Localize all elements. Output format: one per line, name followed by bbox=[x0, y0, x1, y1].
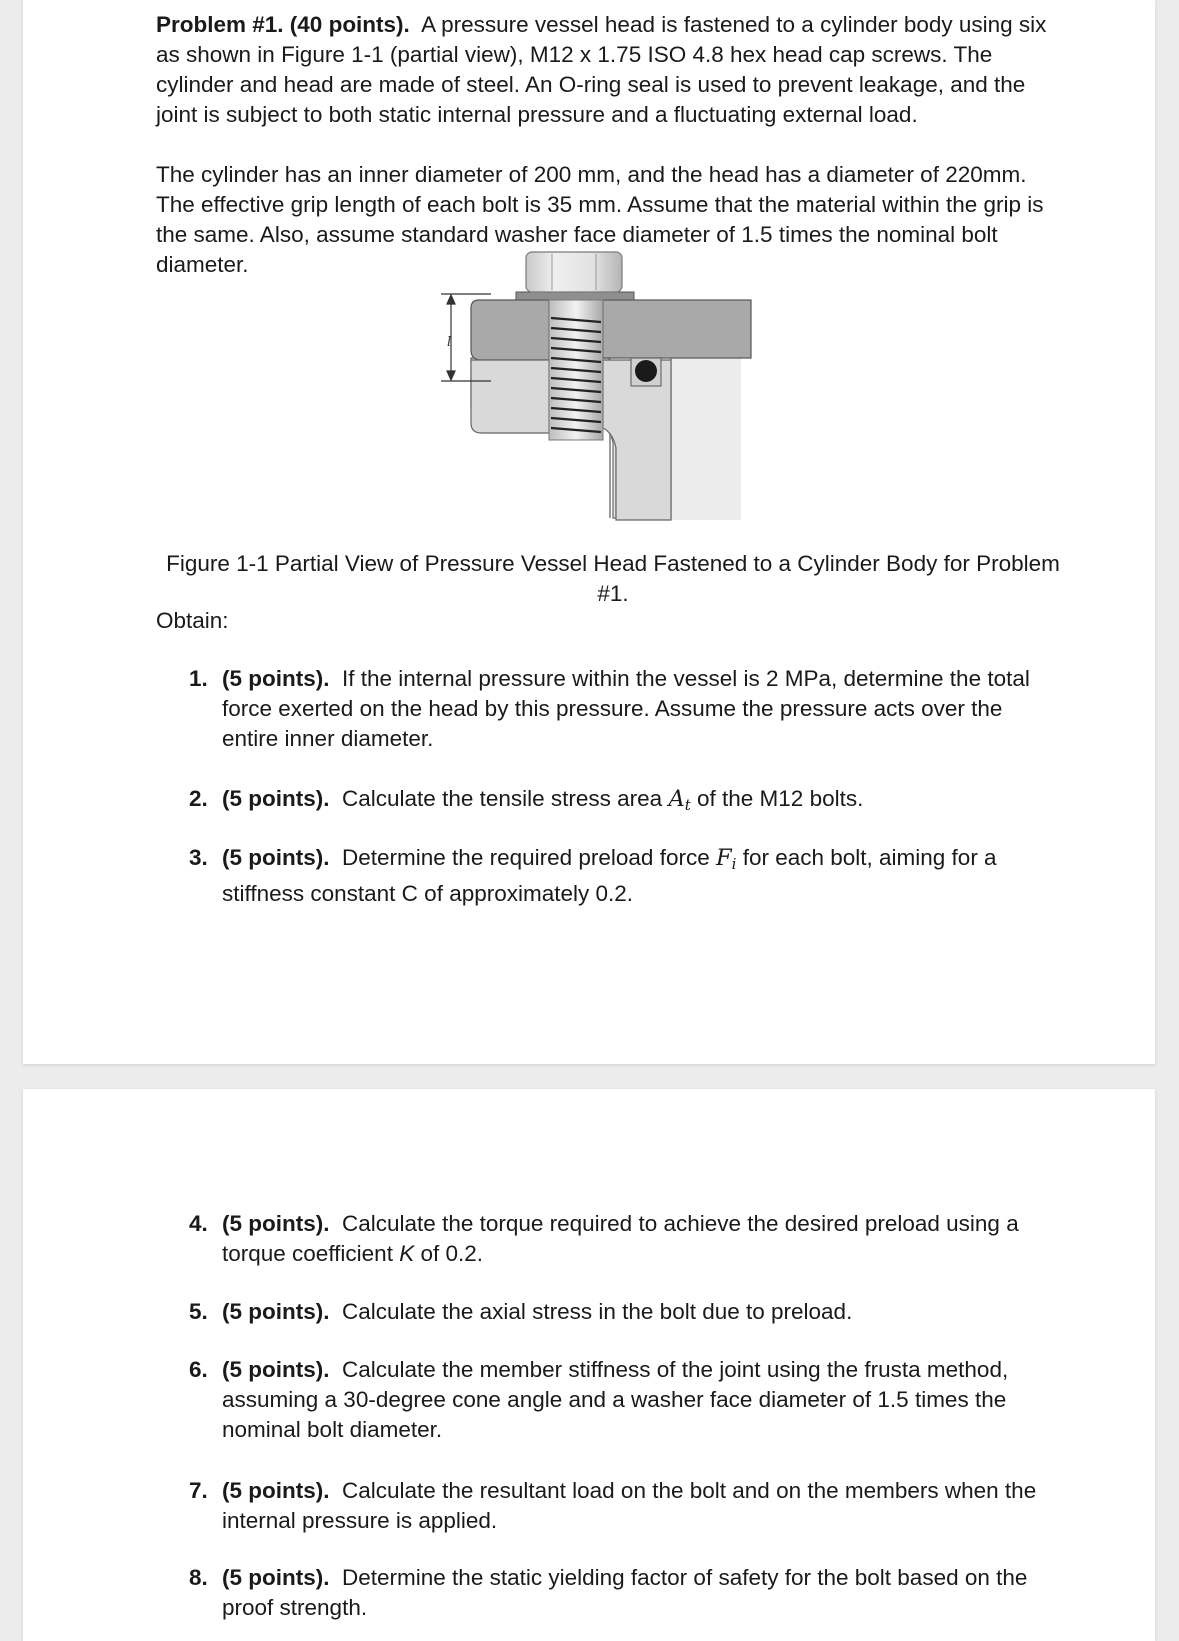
document-page-2 bbox=[23, 1089, 1155, 1641]
item-text-end: of 0.2. bbox=[420, 1241, 484, 1266]
item-points: (5 points). bbox=[222, 786, 330, 811]
item-text-end: for each bolt, aiming for a stiffness constant C of approximately 0.2. bbox=[222, 845, 997, 906]
head-flange-right bbox=[603, 300, 751, 358]
item-number: 5. bbox=[189, 1299, 208, 1324]
bolt-head bbox=[526, 252, 622, 292]
item-points: (5 points). bbox=[222, 1299, 330, 1324]
question-item-3 bbox=[189, 843, 1069, 906]
question-item-8 bbox=[189, 1563, 1069, 1623]
math-subscript: t bbox=[684, 796, 691, 814]
math-symbol: A bbox=[668, 786, 685, 812]
math-symbol: K bbox=[399, 1241, 415, 1266]
item-points: (5 points). bbox=[222, 1211, 330, 1236]
pressure-vessel-figure bbox=[441, 248, 761, 548]
item-points: (5 points). bbox=[222, 666, 330, 691]
math-subscript: i bbox=[731, 855, 737, 873]
item-points: (5 points). bbox=[222, 1478, 330, 1503]
question-item-6 bbox=[189, 1355, 1069, 1445]
item-number: 6. bbox=[189, 1357, 208, 1382]
question-item-7 bbox=[189, 1476, 1069, 1536]
washer bbox=[516, 292, 634, 300]
intro-paragraph: A pressure vessel head is fastened to a cylinder body using six as shown in Figure 1-1 (partial view), M12 x 1.75 ISO 4.8 hex head cap screws. The cylinder and head are made of steel. An O-ring seal is used to prevent leakage, and the joint is subject to both static internal pressure and a fluctuating external load. bbox=[156, 12, 1047, 127]
question-item-5 bbox=[189, 1297, 1069, 1327]
question-item-2 bbox=[189, 784, 1069, 814]
vessel-interior bbox=[671, 358, 741, 520]
item-text: Determine the required preload force bbox=[342, 845, 710, 870]
item-number: 7. bbox=[189, 1478, 208, 1503]
o-ring bbox=[635, 360, 657, 382]
head-flange-left bbox=[471, 300, 549, 360]
item-text-end: of the M12 bolts. bbox=[697, 786, 864, 811]
item-number: 8. bbox=[189, 1565, 208, 1590]
cylinder-flange bbox=[471, 360, 549, 433]
item-number: 3. bbox=[189, 845, 208, 870]
item-text: Calculate the tensile stress area bbox=[342, 786, 663, 811]
grip-length-label: l bbox=[447, 335, 452, 350]
item-points: (5 points). bbox=[222, 1357, 330, 1382]
second-paragraph-text: The cylinder has an inner diameter of 200 mm, and the head has a diameter of 220mm. The effective grip length of each bolt is 35 mm. Assume that the material within the grip is the same. Also, assume standard washer face diameter of 1.5 times the nominal bolt diameter. bbox=[156, 162, 1044, 277]
item-text: Calculate the member stiffness of the joint using the frusta method, assuming a 30-degree cone angle and a washer face diameter of 1.5 times the nominal bolt diameter. bbox=[222, 1357, 1009, 1442]
math-symbol: F bbox=[715, 845, 732, 871]
question-item-1 bbox=[189, 664, 1069, 754]
item-text: If the internal pressure within the vessel is 2 MPa, determine the total force exerted on the head by this pressure. Assume the pressure acts over the entire inner diameter. bbox=[222, 666, 1030, 751]
item-points: (5 points). bbox=[222, 845, 330, 870]
item-points: (5 points). bbox=[222, 1565, 330, 1590]
item-text: Calculate the resultant load on the bolt and on the members when the internal pressure is applied. bbox=[222, 1478, 1037, 1533]
obtain-label: Obtain: bbox=[156, 608, 229, 633]
item-text: Determine the static yielding factor of safety for the bolt based on the proof strength. bbox=[222, 1565, 1028, 1620]
problem-statement bbox=[156, 10, 1056, 130]
item-text: Calculate the torque required to achieve the desired preload using a torque coefficient bbox=[222, 1211, 1019, 1266]
question-item-4 bbox=[189, 1209, 1069, 1269]
problem-title: Problem #1. (40 points). bbox=[156, 12, 410, 37]
item-number: 2. bbox=[189, 786, 208, 811]
document-page-1 bbox=[23, 0, 1155, 1064]
item-number: 1. bbox=[189, 666, 208, 691]
figure-caption: Figure 1-1 Partial View of Pressure Vessel Head Fastened to a Cylinder Body for Problem #1. bbox=[166, 551, 1060, 606]
item-text: Calculate the axial stress in the bolt due to preload. bbox=[342, 1299, 853, 1324]
item-number: 4. bbox=[189, 1211, 208, 1236]
